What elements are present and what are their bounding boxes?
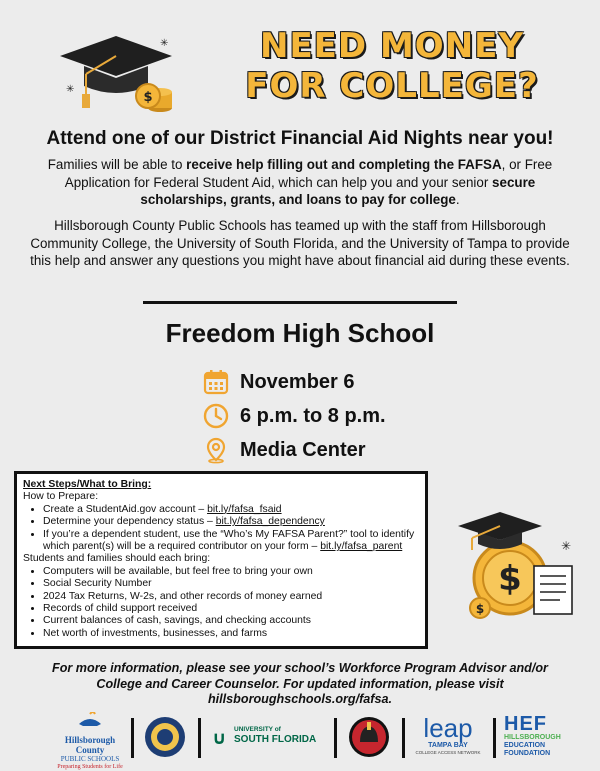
school-name: Freedom High School: [165, 318, 435, 348]
usf-line-1: UNIVERSITY of: [234, 726, 281, 733]
list-item: [43, 504, 419, 516]
next-steps-title: Next Steps/What to Bring:: [23, 479, 152, 490]
graduation-cap-icon: [56, 34, 176, 114]
intro-paragraph-2: Hillsborough County Public Schools has teamed up with the staff from Hillsborough Community College, the University of South Florida, and the University of Tampa to provide this help and answer any questions you might have about financial aid during these events.: [30, 218, 570, 268]
sparkle-icon: ✳: [160, 38, 169, 49]
headline-line-1: NEED MONEY: [259, 26, 524, 66]
next-steps-box: [14, 471, 428, 649]
hcps-tagline: Preparing Students for Life: [57, 764, 123, 770]
hef-line-2: EDUCATION: [504, 742, 546, 749]
location-pin-icon: [202, 436, 230, 464]
usf-logo: [212, 726, 320, 746]
intro-text: .: [455, 192, 460, 207]
leap-logo: [414, 714, 482, 756]
lamp-icon: [75, 712, 105, 730]
clock-icon: [202, 402, 230, 430]
bring-list: [23, 566, 419, 640]
hef-line-3: FOUNDATION: [504, 750, 551, 757]
sparkle-icon: ✳: [66, 84, 75, 95]
fafsa-dependency-link[interactable]: bit.ly/fafsa_dependency: [215, 516, 325, 528]
logo-separator: [131, 718, 134, 758]
list-item: • Net worth of investments, businesses, and farms: [43, 628, 419, 640]
hcps-logo: [50, 712, 130, 771]
hef-logo: [504, 714, 584, 758]
hef-line-1: HILLSBOROUGH: [504, 734, 561, 741]
intro-emphasis: secure scholarships, grants, and loans to pay for college: [140, 174, 536, 207]
list-item: • Current balances of cash, savings, and checking accounts: [43, 615, 419, 627]
logo-separator: [402, 718, 405, 758]
list-item: [43, 516, 419, 528]
list-item: [43, 529, 419, 554]
usf-bull-icon: ∪: [212, 728, 227, 748]
divider: [143, 301, 457, 304]
intro-paragraph-1: [30, 156, 570, 209]
leap-name: leap: [423, 713, 473, 743]
subhead: Attend one of our District Financial Aid Nights near you!: [46, 128, 554, 149]
headline: [232, 26, 552, 106]
event-time-text: 6 p.m. to 8 p.m.: [240, 404, 386, 427]
bring-heading: Students and families should each bring:: [23, 553, 211, 565]
hcps-sub: PUBLIC SCHOOLS: [60, 755, 120, 763]
fafsa-parent-link[interactable]: bit.ly/fafsa_parent: [320, 541, 403, 553]
svg-text:✳: ✳: [560, 539, 572, 553]
event-date-text: November 6: [240, 370, 355, 393]
hcc-seal-logo: [144, 716, 186, 758]
intro-text: , or Free Application for Federal Student Aid, which can help you and your senior: [64, 157, 553, 190]
list-item-text: Determine your dependency status –: [43, 516, 216, 528]
prepare-list: [23, 504, 419, 554]
leap-sub: TAMPA BAY: [428, 742, 468, 749]
logo-separator: [198, 718, 201, 758]
intro-text: Families will be able to: [47, 157, 187, 172]
event-location: [202, 435, 366, 465]
list-item-text: Create a StudentAid.gov account –: [43, 503, 208, 515]
list-item: • Records of child support received: [43, 603, 419, 615]
usf-line-2: SOUTH FLORIDA: [234, 734, 317, 745]
headline-line-2: FOR COLLEGE?: [245, 66, 539, 106]
hef-name: HEF: [504, 713, 547, 735]
event-location-text: Media Center: [240, 438, 366, 461]
logo-separator: [334, 718, 337, 758]
footer-note: For more information, please see your school’s Workforce Program Advisor and/or College and Career Counselor. For updated information, please visit hillsboroughschools.org/fafsa.: [52, 661, 548, 706]
money-bag-cap-illustration: [446, 506, 586, 624]
intro-emphasis: receive help filling out and completing the FAFSA: [186, 157, 502, 172]
list-item-text: If you’re a dependent student, use the “Who’s My FAFSA Parent?” tool to identify which parent(s) will be a required contributor on your form –: [43, 528, 415, 553]
event-time: [202, 401, 386, 431]
svg-text:$: $: [498, 559, 522, 599]
svg-text:$: $: [475, 602, 485, 616]
calendar-icon: [202, 368, 230, 396]
prepare-heading: How to Prepare:: [23, 491, 99, 503]
fafsa-fsaid-link[interactable]: bit.ly/fafsa_fsaid: [207, 503, 282, 515]
logo-separator: [493, 718, 496, 758]
partner-logos: [0, 712, 600, 770]
leap-tagline: COLLEGE ACCESS NETWORK: [415, 750, 481, 755]
list-item: • Computers will be available, but feel free to bring your own: [43, 566, 419, 578]
list-item: • 2024 Tax Returns, W-2s, and other records of money earned: [43, 591, 419, 603]
hcps-name: Hillsborough County: [64, 735, 116, 755]
svg-text:$: $: [143, 90, 153, 105]
spartan-mascot-logo: [348, 716, 390, 758]
event-date: [202, 367, 355, 397]
list-item: • Social Security Number: [43, 578, 419, 590]
